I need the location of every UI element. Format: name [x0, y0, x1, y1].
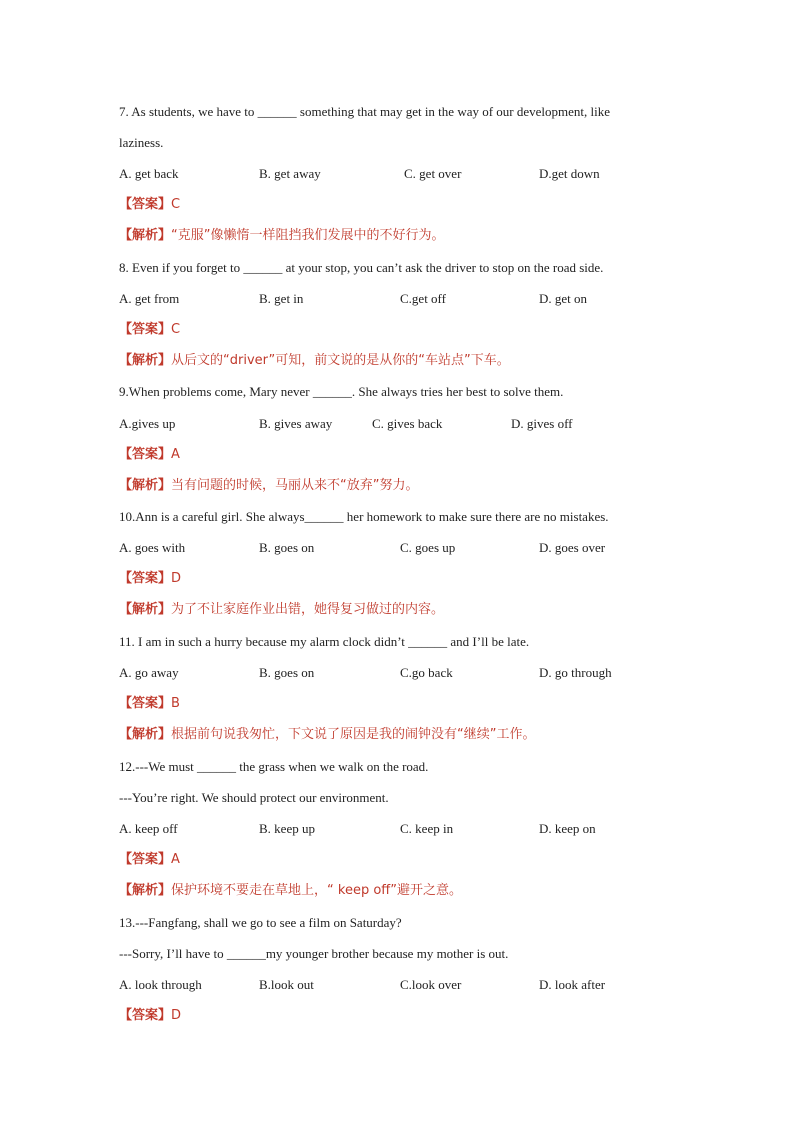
question-9-explanation: [119, 478, 419, 494]
explanation-tag: 【解析】: [119, 478, 172, 493]
explanation-tag: 【解析】: [119, 727, 172, 742]
answer-tag: 【答案】: [119, 447, 172, 462]
option-d: D.get down: [539, 166, 600, 181]
option-a: A. get from: [119, 291, 180, 306]
option-b: B. get away: [259, 166, 321, 181]
option-a: A. go away: [119, 665, 179, 680]
option-a: A.gives up: [119, 416, 176, 431]
option-b: B. gives away: [259, 416, 333, 431]
question-13-answer: [119, 1008, 181, 1024]
explanation-text: 从后文的“driver”可知，前文说的是从你的“车站点”下车。: [171, 353, 510, 368]
option-b: B.look out: [259, 977, 314, 992]
question-10-explanation: [119, 602, 444, 618]
option-c: C. get over: [404, 166, 462, 181]
option-d: D. goes over: [539, 540, 606, 555]
question-12-explanation: [119, 883, 462, 899]
option-c: C. gives back: [372, 416, 443, 431]
question-11-explanation: [119, 727, 536, 743]
answer-value: B: [171, 696, 180, 711]
option-d: D. go through: [539, 665, 612, 680]
question-10-stem: 10.Ann is a careful girl. She always______ her homework to make sure there are no mistakes.: [119, 509, 609, 524]
option-b: B. keep up: [259, 821, 315, 836]
explanation-text: “克服”像懒惰一样阻挡我们发展中的不好行为。: [171, 228, 445, 243]
option-c: C. goes up: [400, 540, 456, 555]
answer-value: C: [171, 197, 181, 212]
option-d: D. keep on: [539, 821, 596, 836]
question-8-explanation: [119, 353, 510, 369]
answer-value: D: [171, 571, 182, 586]
explanation-text: 保护环境不要走在草地上，“ keep off”避开之意。: [171, 883, 462, 898]
answer-tag: 【答案】: [119, 852, 172, 867]
option-b: B. goes on: [259, 665, 315, 680]
option-a: A. keep off: [119, 821, 178, 836]
answer-tag: 【答案】: [119, 696, 172, 711]
answer-tag: 【答案】: [119, 571, 172, 586]
explanation-tag: 【解析】: [119, 353, 172, 368]
option-c: C. keep in: [400, 821, 454, 836]
answer-value: A: [171, 852, 180, 867]
explanation-text: 根据前句说我匆忙，下文说了原因是我的闹钟没有“继续”工作。: [171, 727, 536, 742]
question-7-stem-continued: laziness.: [119, 135, 164, 150]
option-b: B. get in: [259, 291, 304, 306]
answer-tag: 【答案】: [119, 322, 172, 337]
answer-value: A: [171, 447, 180, 462]
explanation-text: 为了不让家庭作业出错，她得复习做过的内容。: [171, 602, 445, 617]
question-10-answer: [119, 571, 181, 587]
question-12-stem-continued: ---You’re right. We should protect our environment.: [119, 790, 389, 805]
question-8-stem: 8. Even if you forget to ______ at your stop, you can’t ask the driver to stop on the road side.: [119, 260, 604, 275]
option-c: C.get off: [400, 291, 446, 306]
option-d: D. gives off: [511, 416, 573, 431]
option-d: D. get on: [539, 291, 588, 306]
explanation-tag: 【解析】: [119, 602, 172, 617]
answer-tag: 【答案】: [119, 1008, 172, 1023]
question-9-answer: [119, 447, 180, 463]
question-11-stem: 11. I am in such a hurry because my alarm clock didn’t ______ and I’ll be late.: [119, 634, 530, 649]
answer-value: C: [171, 322, 181, 337]
answer-value: D: [171, 1008, 182, 1023]
option-a: A. get back: [119, 166, 179, 181]
question-9-stem: 9.When problems come, Mary never ______. She always tries her best to solve them.: [119, 384, 564, 399]
question-13-stem: 13.---Fangfang, shall we go to see a film on Saturday?: [119, 915, 402, 930]
option-c: C.look over: [400, 977, 462, 992]
explanation-tag: 【解析】: [119, 883, 172, 898]
question-7-explanation: [119, 228, 445, 244]
option-a: A. goes with: [119, 540, 186, 555]
question-8-answer: [119, 322, 180, 338]
question-7-answer: [119, 197, 180, 213]
explanation-tag: 【解析】: [119, 228, 172, 243]
question-12-answer: [119, 852, 180, 868]
question-12-stem: 12.---We must ______ the grass when we walk on the road.: [119, 759, 429, 774]
explanation-text: 当有问题的时候，马丽从来不“放弃”努力。: [171, 478, 419, 493]
answer-tag: 【答案】: [119, 197, 172, 212]
option-d: D. look after: [539, 977, 606, 992]
option-b: B. goes on: [259, 540, 315, 555]
option-a: A. look through: [119, 977, 202, 992]
question-11-answer: [119, 696, 180, 712]
option-c: C.go back: [400, 665, 453, 680]
question-13-stem-continued: ---Sorry, I’ll have to ______my younger brother because my mother is out.: [119, 946, 509, 961]
question-7-stem: 7. As students, we have to ______ something that may get in the way of our development, like: [119, 104, 611, 119]
